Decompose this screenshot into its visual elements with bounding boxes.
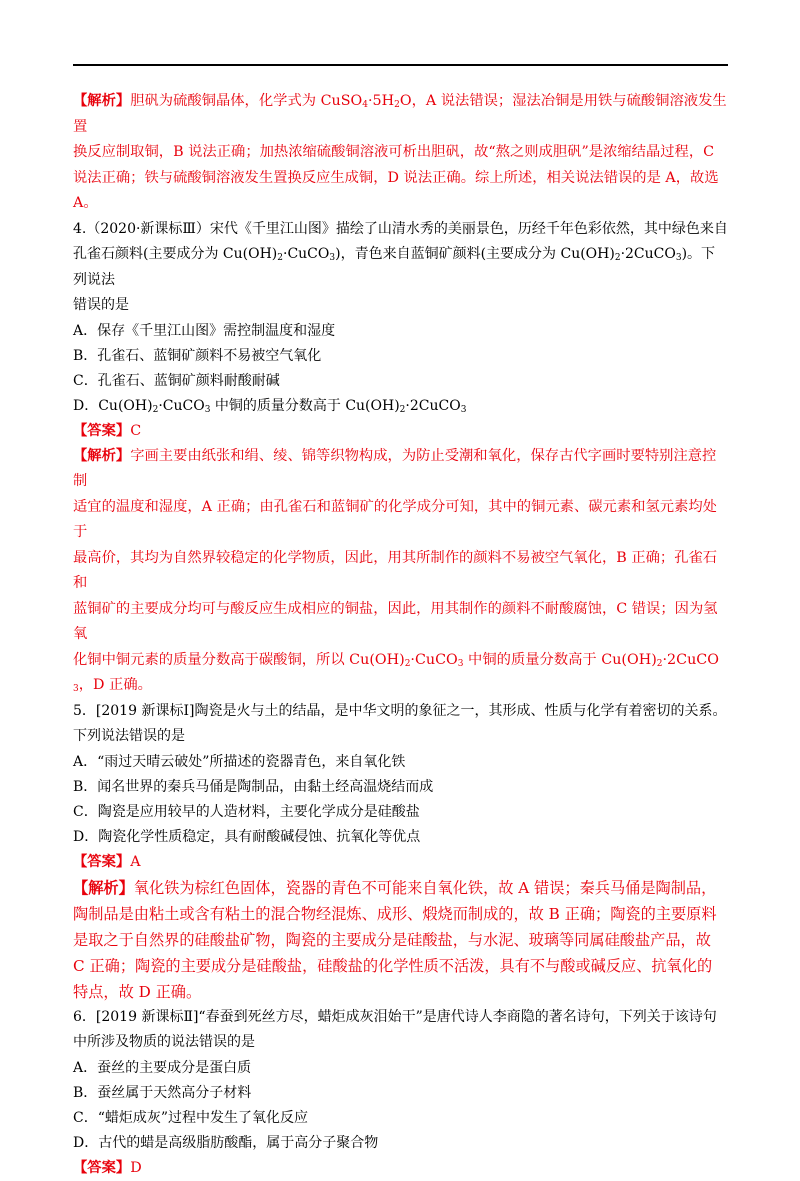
subscript: 2 [277,253,283,263]
analysis-line [73,444,729,495]
subscript: 3 [329,253,336,263]
analysis-text: ·5H [368,93,395,109]
question-text: ·2CuCO [620,246,676,262]
option-d: D．古代的蜡是高级脂肪酸酯，属于高分子聚合物 [73,1134,379,1151]
question-line: 下列说法错误的是 [73,728,185,744]
answer-value: D [130,1159,142,1176]
option-d: D．陶瓷化学性质稳定，具有耐酸碱侵蚀、抗氧化等优点 [73,828,421,845]
analysis-text: 化铜中铜元素的质量分数高于碳酸铜，所以 Cu(OH) [73,651,405,668]
question-text: )。下列说法 [73,246,716,288]
subscript: 2 [656,658,663,669]
answer-value: C [130,422,142,439]
subscript: 3 [675,253,682,263]
analysis-label: 【解析】 [73,878,134,897]
answer-line [73,1156,729,1181]
q3-analysis [73,89,729,217]
analysis-text: 字画主要由纸张和绢、绫、锦等织物构成，为防止受潮和氧化，保存古代字画时要特别注意控制 [73,447,717,489]
question-line [73,242,729,293]
question-line: 中所涉及物质的说法错误的是 [73,1034,255,1050]
question-line: 错误的是 [73,297,129,313]
analysis-line: A。 [73,195,98,211]
header-rule [73,64,728,66]
analysis-line: 蓝铜矿的主要成分均可与酸反应生成相应的铜盐，因此，用其制作的颜料不耐酸腐蚀，C 错误；因为氢氧 [73,600,718,642]
subscript: 3 [460,404,467,415]
analysis-line: 适宜的温度和湿度，A 正确；由孔雀石和蓝铜矿的化学成分可知，其中的铜元素、碳元素和氢元素均处于 [73,498,717,540]
question-4 [73,217,729,699]
analysis-text: 中铜的质量分数高于 Cu(OH) [463,651,657,668]
question-text: )，青色来自蓝铜矿颜料(主要成分为 Cu(OH) [335,246,615,262]
option-a: A．蚕丝的主要成分是蛋白质 [73,1059,252,1076]
subscript: 3 [204,404,211,415]
question-line: 4.（2020·新课标Ⅲ）宋代《千里江山图》描绘了山清水秀的美丽景色，历经千年色彩依然，其中绿色来自 [73,220,728,237]
option-text: ·CuCO [158,397,205,414]
analysis-line: 是取之于自然界的硅酸盐矿物，陶瓷的主要成分是硅酸盐，与水泥、玻璃等同属硅酸盐产品，故 [73,930,711,949]
answer-label: 【答案】 [73,422,131,439]
question-text: ·CuCO [283,246,330,262]
subscript: 2 [404,658,411,669]
analysis-line: 陶制品是由粘土或含有粘土的混合物经混炼、成形、煅烧而制成的，故 B 正确；陶瓷的主要原料 [73,904,717,923]
option-d [73,394,729,419]
option-text: D．Cu(OH) [73,397,153,414]
subscript: 2 [399,404,406,415]
analysis-label: 【解析】 [73,93,131,109]
subscript: 2 [394,100,400,110]
subscript: 4 [362,100,368,110]
option-b: B．闻名世界的秦兵马俑是陶制品，由黏土经高温烧结而成 [73,778,434,795]
question-line: 5．[2019 新课标Ⅰ]陶瓷是火与土的结晶，是中华文明的象征之一，其形成、性质与化学有着密切的关系。 [73,702,727,719]
subscript: 2 [614,253,621,263]
option-c: C．陶瓷是应用较早的人造材料，主要化学成分是硅酸盐 [73,803,420,820]
subscript: 2 [152,404,159,415]
analysis-line [73,648,729,699]
analysis-text: ，D 正确。 [78,677,152,693]
option-a: A．保存《千里江山图》需控制温度和湿度 [73,322,336,339]
analysis-text: 胆矾为硫酸铜晶体，化学式为 CuSO [130,93,363,109]
answer-label: 【答案】 [73,1159,131,1176]
answer-line [73,419,729,444]
analysis-line: 说法正确；铁与硫酸铜溶液发生置换反应生成铜，D 说法正确。综上所述，相关说法错误的是 A，故选 [73,169,719,186]
analysis-text: ·2CuCO [662,651,719,668]
analysis-line [73,875,729,901]
analysis-line: C 正确；陶瓷的主要成分是硅酸盐，硅酸盐的化学性质不活泼，具有不与酸或碱反应、抗氧化的 [73,956,713,975]
analysis-label: 【解析】 [73,447,131,464]
page-content [73,89,729,1181]
option-text: 中铜的质量分数高于 Cu(OH) [210,397,400,414]
analysis-line: 最高价，其均为自然界较稳定的化学物质，因此，用其所制作的颜料不易被空气氧化，B 正确；孔雀石和 [73,549,718,591]
option-b: B．孔雀石、蓝铜矿颜料不易被空气氧化 [73,347,322,364]
subscript: 3 [457,658,464,669]
option-c: C．“蜡炬成灰”过程中发生了氧化反应 [73,1109,309,1126]
option-a: A．“雨过天晴云破处”所描述的瓷器青色，来自氧化铁 [73,753,406,770]
question-line: 6．[2019 新课标Ⅱ]“春蚕到死丝方尽，蜡炬成灰泪始干”是唐代诗人李商隐的著名诗句，下列关于该诗句 [73,1008,717,1025]
question-5 [73,699,729,1005]
answer-value: A [130,853,141,870]
q4-analysis [73,444,729,699]
analysis-text: O，A 说法错误；湿法冶铜是用铁与硫酸铜溶液发生置 [73,93,727,135]
option-text: ·2CuCO [405,397,461,414]
q5-analysis [73,875,729,1005]
subscript: 3 [73,684,79,694]
option-b: B．蚕丝属于天然高分子材料 [73,1084,252,1101]
analysis-text: 氧化铁为棕红色固体，瓷器的青色不可能来自氧化铁，故 A 错误；秦兵马俑是陶制品， [133,878,717,897]
analysis-line [73,89,729,140]
analysis-text: ·CuCO [410,651,458,668]
analysis-line: 换反应制取铜，B 说法正确；加热浓缩硫酸铜溶液可析出胆矾，故“熬之则成胆矾”是浓缩结晶过程，C [73,144,715,160]
question-text: 孔雀石颜料(主要成分为 Cu(OH) [73,246,278,262]
answer-label: 【答案】 [73,853,131,870]
option-c: C．孔雀石、蓝铜矿颜料耐酸耐碱 [73,372,280,389]
answer-line [73,850,729,875]
question-6 [73,1005,729,1181]
analysis-line: 特点，故 D 正确。 [73,982,202,1001]
